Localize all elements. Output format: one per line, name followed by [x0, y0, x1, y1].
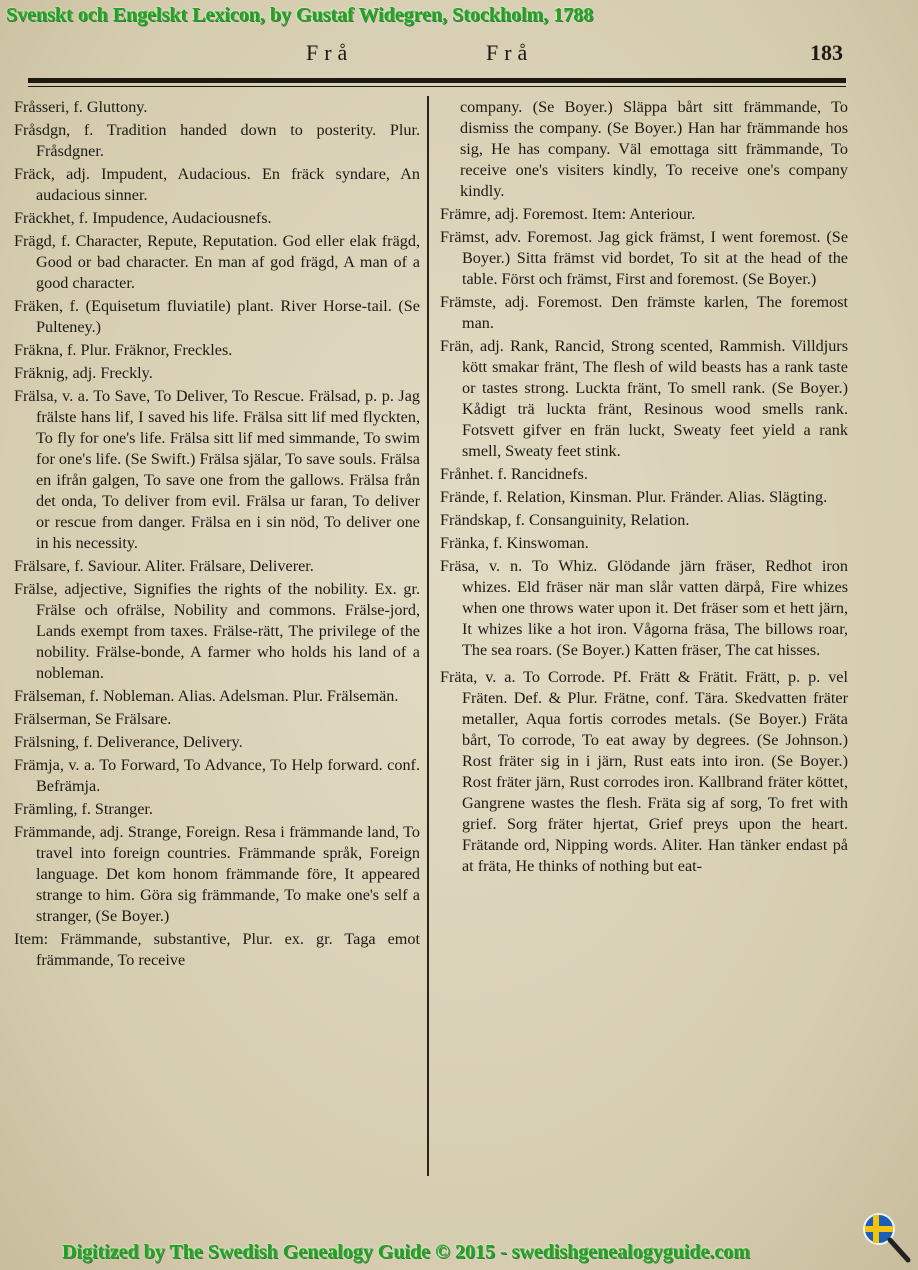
dictionary-entry: Frändskap, f. Consanguinity, Relation.: [440, 511, 690, 529]
page-number: 183: [810, 40, 843, 65]
bottom-watermark-banner: Digitized by The Swedish Genealogy Guide © 2015 - swedishgenealogyguide.com: [62, 1241, 750, 1263]
dictionary-entry: Fränka, f. Kinswoman.: [440, 534, 589, 552]
dictionary-entry: Fräken, f. (Equisetum fluviatile) plant. River Horse-tail. (Se Pulteney.): [14, 297, 420, 336]
dictionary-entry: Främling, f. Stranger.: [14, 800, 153, 818]
running-head-right: Frå: [486, 40, 534, 65]
dictionary-entry: Främst, adv. Foremost. Jag gick främst, I went foremost. (Se Boyer.) Sitta främst vid bordet, To sit at the head of the table. Först och främst, First and foremost. (Se Boyer.): [440, 228, 848, 288]
dictionary-entry: Fräsa, v. n. To Whiz. Glödande järn fräser, Redhot iron whizes. Eld fräser när man slår vatten därpå, Fire whizes when one throws water upon it. Det fräser som et hett järn, It whizes like a hot iron. Vågorna fräsa, The billows roar, The sea roars. (Se Boyer.) Katten fräser, The cat hisses.: [440, 557, 848, 659]
dictionary-entry: Frälse, adjective, Signifies the rights of the nobility. Ex. gr. Frälse och ofrälse, Nobility and commons. Frälse-jord, Lands exempt from taxes. Frälse-rätt, The privilege of the nobility. Frälse-bonde, A farmer who holds his land of a nobleman.: [14, 580, 420, 682]
top-watermark-banner: Svenskt och Engelskt Lexicon, by Gustaf Widegren, Stockholm, 1788: [6, 4, 594, 26]
dictionary-entry: Fräknig, adj. Freckly.: [14, 364, 153, 382]
dictionary-entry: Fräck, adj. Impudent, Audacious. En fräck syndare, An audacious sinner.: [14, 165, 420, 204]
running-head: [0, 40, 918, 70]
dictionary-entry: Frälsare, f. Saviour. Aliter. Frälsare, Deliverer.: [14, 557, 314, 575]
dictionary-entry: Fräckhet, f. Impudence, Audaciousnefs.: [14, 209, 272, 227]
dictionary-entry: Frän, adj. Rank, Rancid, Strong scented, Rammish. Villdjurs kött smakar fränt, The flesh of wild beasts has a rank taste or tastes strong. Luckta fränt, To smell rank. (Se Boyer.) Kådigt trä luckta fränt, Resinous wood smells rank. Fotsvett gifver en frän luckt, Sweaty feet yield a rank smell, Sweaty feet stink.: [440, 337, 848, 460]
dictionary-entry: Fråsseri, f. Gluttony.: [14, 98, 148, 116]
dictionary-entry: Främste, adj. Foremost. Den främste karlen, The foremost man.: [440, 293, 848, 332]
dictionary-entry: Frånhet. f. Rancidnefs.: [440, 465, 588, 483]
dictionary-entry: Frägd, f. Character, Repute, Reputation. God eller elak frägd, Good or bad character. En man af god frägd, A man of a good character.: [14, 232, 420, 292]
dictionary-entry: Främja, v. a. To Forward, To Advance, To Help forward. conf. Befrämja.: [14, 756, 420, 795]
dictionary-entry: Främmande, adj. Strange, Foreign. Resa i främmande land, To travel into foreign countries. Främmande språk, Foreign language. Det kom honom främmande före, It appeared strange to him. Göra sig främmande, To make one's self a stranger, (Se Boyer.): [14, 823, 420, 925]
running-head-left: Frå: [306, 40, 354, 65]
dictionary-entry: Fråsdgn, f. Tradition handed down to posterity. Plur. Fråsdgner.: [14, 121, 420, 160]
dictionary-entry-continued: company. (Se Boyer.) Släppa bårt sitt främmande, To dismiss the company. (Se Boyer.) Han har främmande hos sig, He has company. Väl emottaga sitt främmande, To receive one's visiters kindly, To receive one's company kindly.: [460, 98, 848, 200]
column-divider: [427, 96, 429, 1176]
header-rule-thick: [28, 78, 846, 83]
right-column: [440, 97, 848, 879]
dictionary-entry: Fräkna, f. Plur. Fräknor, Freckles.: [14, 341, 233, 359]
dictionary-entry: Item: Främmande, substantive, Plur. ex. gr. Taga emot främmande, To receive: [14, 930, 420, 969]
header-rule-thin: [28, 86, 846, 87]
dictionary-entry: Frälserman, Se Frälsare.: [14, 710, 172, 728]
dictionary-entry: Fräta, v. a. To Corrode. Pf. Frätt & Frätit. Frätt, p. p. vel Fräten. Def. & Plur. Frätne, conf. Tära. Skedvatten fräter metaller, Aqua fortis corrodes metals. (Se Boyer.) Fräta bårt, To corrode, To eat away by degrees. (Se Johnson.) Rost fräter sig in i järn, Rust eats into iron. (Se Boyer.) Rost fräter järn, Rust corrodes iron. Kallbrand fräter köttet, Gangrene wastes the flesh. Fräta sig af sorg, To fret with grief. Sorg fräter hjertat, Grief preys upon the heart. Frätande ord, Nipping words. Aliter. Han tänker endast på at fräta, He thinks of nothing but eat-: [440, 668, 848, 875]
dictionary-entry: Frände, f. Relation, Kinsman. Plur. Fränder. Alias. Slägting.: [440, 488, 828, 506]
swedish-flag-magnifier-icon: [862, 1212, 912, 1264]
dictionary-entry: Frälseman, f. Nobleman. Alias. Adelsman. Plur. Frälsemän.: [14, 687, 399, 705]
dictionary-entry: Frälsning, f. Deliverance, Delivery.: [14, 733, 243, 751]
dictionary-entry: Främre, adj. Foremost. Item: Anteriour.: [440, 205, 696, 223]
dictionary-entry: Frälsa, v. a. To Save, To Deliver, To Rescue. Frälsad, p. p. Jag frälste hans lif, I saved his life. Frälsa sitt lif med flyckten, To fly for one's life. Frälsa sitt lif med simmande, To swim for one's life. (Se Swift.) Frälsa själar, To save souls. Frälsa en ifrån galgen, To save one from the gallows. Frälsa från det onda, To deliver from evil. Frälsa ur faran, To deliver or rescue from danger. Frälsa en i sin nöd, To deliver one in his necessity.: [14, 387, 420, 552]
left-column: [14, 97, 420, 973]
